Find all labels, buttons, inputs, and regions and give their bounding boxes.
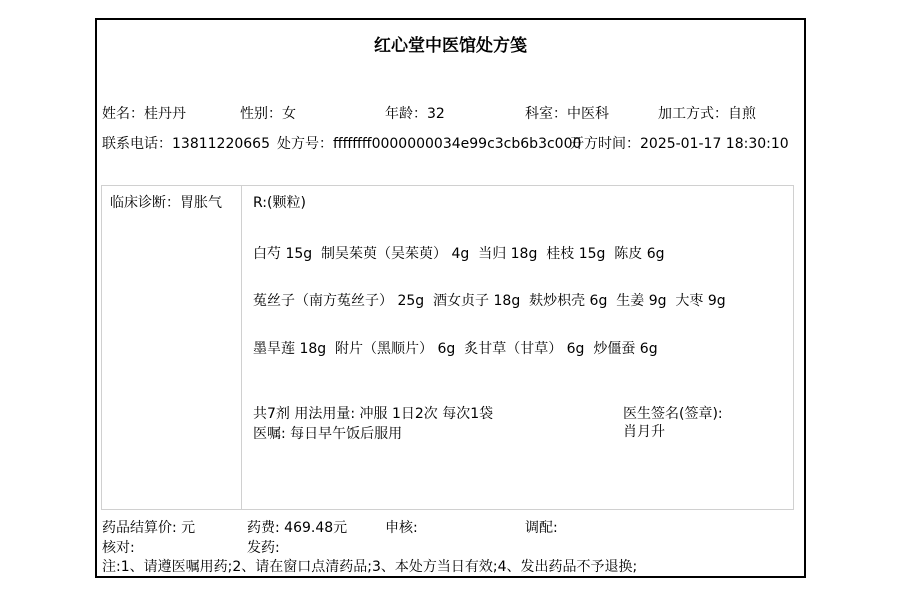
patient-name: 姓名：桂丹丹 <box>102 106 186 122</box>
check-label: 核对: <box>102 540 135 556</box>
doctor-instruction: 医嘱: 每日早午饭后服用 <box>253 426 403 442</box>
processing-method: 加工方式：自煎 <box>658 106 756 122</box>
herb-line: 墨旱莲 18g 附片（黑顺片） 6g 炙甘草（甘草） 6g 炒僵蚕 6g <box>253 341 658 357</box>
medicine-fee: 药费: 469.48元 <box>247 520 348 536</box>
contact-phone: 联系电话：13811220665 <box>102 136 270 152</box>
footer-note: 注:1、请遵医嘱用药;2、请在窗口点清药品;3、本处方当日有效;4、发出药品不予退换; <box>102 559 638 575</box>
dispense-label: 发药: <box>247 540 280 556</box>
herb-line: 菟丝子（南方菟丝子） 25g 酒女贞子 18g 麸炒枳壳 6g 生姜 9g 大枣 9g <box>253 293 726 309</box>
herb-line: 白芍 15g 制吴茱萸（吴茱萸） 4g 当归 18g 桂枝 15g 陈皮 6g <box>253 246 665 262</box>
patient-department: 科室：中医科 <box>525 106 609 122</box>
patient-age: 年龄：32 <box>385 106 445 122</box>
settle-price-label: 药品结算价: 元 <box>102 520 196 536</box>
doctor-signature: 医生签名(签章): 肖月升 <box>623 406 728 440</box>
prescription-page <box>95 18 806 578</box>
usage-dosage: 共7剂 用法用量: 冲服 1日2次 每次1袋 <box>253 406 494 422</box>
prepare-label: 调配: <box>525 520 558 536</box>
rx-header: R:(颗粒) <box>253 195 306 211</box>
review-label: 申核: <box>385 520 418 536</box>
clinical-diagnosis: 临床诊断：胃胀气 <box>102 186 242 509</box>
page-title: 红心堂中医馆处方笺 <box>374 36 527 56</box>
patient-gender: 性别：女 <box>240 106 296 122</box>
prescription-box <box>101 185 794 510</box>
prescription-number: 处方号：ffffffff0000000034e99c3cb6b3c000 <box>277 136 582 152</box>
issue-time: 开方时间：2025-01-17 18:30:10 <box>570 136 789 152</box>
